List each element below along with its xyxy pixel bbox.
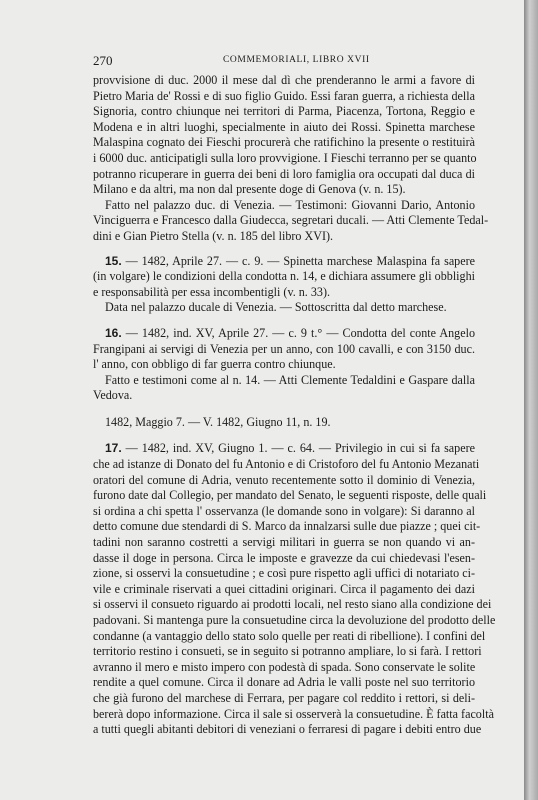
text-line: zione, si osservi la consuetudine ; e così pure rispetto agli uffici di notariato ci-: [93, 566, 475, 581]
entry-number: 15.: [105, 253, 122, 268]
text-line: che ad istanze di Donato del fu Antonio e di Cristoforo del fu Antonio Mezanati: [93, 457, 480, 472]
text-line: Signoria, contro chiunque nei territori di Parma, Piacenza, Tortona, Reggio e: [93, 104, 475, 119]
text-line: (in volgare) le condizioni della condotta n. 14, e dichiara assumere gli obblighi: [93, 269, 475, 284]
entry-heading-text: — 1482, Aprile 27. — c. 9. — Spinetta marchese Malaspina fa sapere: [121, 253, 475, 268]
text-line: bererà dopo informazione. Circa il sale si osserverà la consuetudine. È fatta facoltà: [93, 706, 494, 721]
text-line: si osservi il consueto riguardo ai prodotti locali, nel resto siano alla condizione dei: [93, 597, 492, 612]
running-title: COMMEMORIALI, LIBRO XVII: [223, 55, 370, 65]
entry-heading-text: — 1482, ind. XV, Aprile 27. — c. 9 t.° — Condotta del conte Angelo: [121, 325, 475, 340]
entry-number: 17.: [105, 441, 122, 456]
cross-reference-line: 1482, Maggio 7. — V. 1482, Giugno 11, n. 19.: [105, 414, 331, 429]
entry-first-line: [93, 326, 475, 342]
entry-15: [93, 254, 475, 316]
entry-17: [93, 441, 496, 737]
text-line: si ordina a chi spetta l' osservanza (le domande sono in volgare): Si daranno al: [93, 503, 475, 518]
text-line: oratori del comune di Adria, venuto recentemente sotto il dominio di Venezia,: [93, 472, 475, 487]
text-line: dini e Gian Pietro Stella (v. n. 185 del libro XVI).: [93, 228, 334, 243]
text-line: avranno il mero e misto impero con podestà di spada. Sono conservate le solite: [93, 659, 476, 674]
page-header: [93, 53, 475, 67]
text-line: Milano e da altri, ma non dal presente doge di Genova (v. n. 15).: [93, 182, 406, 197]
entry-first-line: [93, 441, 475, 457]
page-body: [93, 73, 496, 738]
page-edge: [524, 0, 538, 800]
page-number: 270: [93, 53, 113, 68]
signature-line: Data nel palazzo ducale di Venezia. — Sottoscritta dal detto marchese.: [105, 300, 447, 315]
text-line: Malaspina cognato dei Fieschi procurerà che ratifichino la presente o restituirà: [93, 135, 475, 150]
paragraph-continuation: [93, 73, 475, 198]
text-line: furono date dal Collegio, per mandato del Senato, le seguenti risposte, delle quali: [93, 488, 487, 503]
cross-reference: [93, 415, 475, 431]
text-line: l' anno, con obbligo di far guerra contro chiunque.: [93, 357, 336, 372]
entry-heading-text: — 1482, ind. XV, Giugno 1. — c. 64. — Privilegio in cui si fa sapere: [121, 441, 475, 456]
text-line: Frangipani ai servigi di Venezia per un anno, con 100 cavalli, e con 3150 duc.: [93, 341, 475, 356]
text-line: rendite a quel comune. Circa il donare ad Adria le valli poste nel suo territorio: [93, 675, 475, 690]
text-line: e responsabilità per essa incombentigli (v. n. 33).: [93, 284, 330, 299]
text-line: che già furono del marchese di Ferrara, per pagare col reddito i rettori, si deli-: [93, 690, 475, 705]
text-line: padovani. Si mantenga pure la consuetudine circa la devoluzione del prodotto delle: [93, 613, 496, 627]
text-line: Modena e in altri luoghi, specialmente in aiuto dei Rossi. Spinetta marchese: [93, 119, 475, 134]
signature-line: Vedova.: [93, 388, 133, 403]
text-line: territorio restino i consueti, se in seguito si potranno ampliare, lo si farà. I rettori: [93, 644, 482, 659]
signature-paragraph: [93, 197, 489, 245]
text-line: Vinciguerra e Francesco dalla Giudecca, segretari ducali. — Atti Clemente Tedal-: [93, 213, 489, 228]
text-line: condanne (a vantaggio dello stato solo quelle per reati di ribellione). I confini del: [93, 628, 486, 643]
text-line: tadini non saranno costretti a servigi militari in guerra se non quando vi an-: [93, 535, 475, 550]
text-line: i 6000 duc. anticipatigli sulla loro provvigione. I Fieschi terranno per se quanto: [93, 150, 477, 165]
text-line: vile e criminale riservati a quei cittadini originari. Circa il pagamento dei dazi: [93, 581, 475, 596]
text-line: Fatto nel palazzo duc. di Venezia. — Testimoni: Giovanni Dario, Antonio: [105, 197, 475, 212]
text-line: Pietro Maria de' Rossi e di suo figlio Guido. Essi faran guerra, a richiesta della: [93, 88, 475, 103]
text-line: provvisione di duc. 2000 il mese dal dì che prenderanno le armi a favore di: [93, 73, 475, 87]
text-line: detto comune due stendardi di S. Marco da innalzarsi sulle due piazze ; quei cit-: [93, 519, 481, 534]
text-line: potranno ricuperare in guerra dei beni di loro famiglia ora occupati dal duca di: [93, 166, 475, 181]
signature-line: Fatto e testimoni come al n. 14. — Atti Clemente Tedaldini e Gaspare dalla: [105, 372, 475, 387]
text-line: dasse il doge in persona. Circa le imposte e gravezze da cui chiedevasi l'esen-: [93, 550, 475, 565]
entry-first-line: [93, 254, 475, 270]
entry-number: 16.: [105, 325, 122, 340]
text-line: a tutti quegli abitanti debitori di veneziani o ferraresi di pagare i debiti entro due: [93, 722, 482, 737]
entry-16: [93, 326, 475, 404]
